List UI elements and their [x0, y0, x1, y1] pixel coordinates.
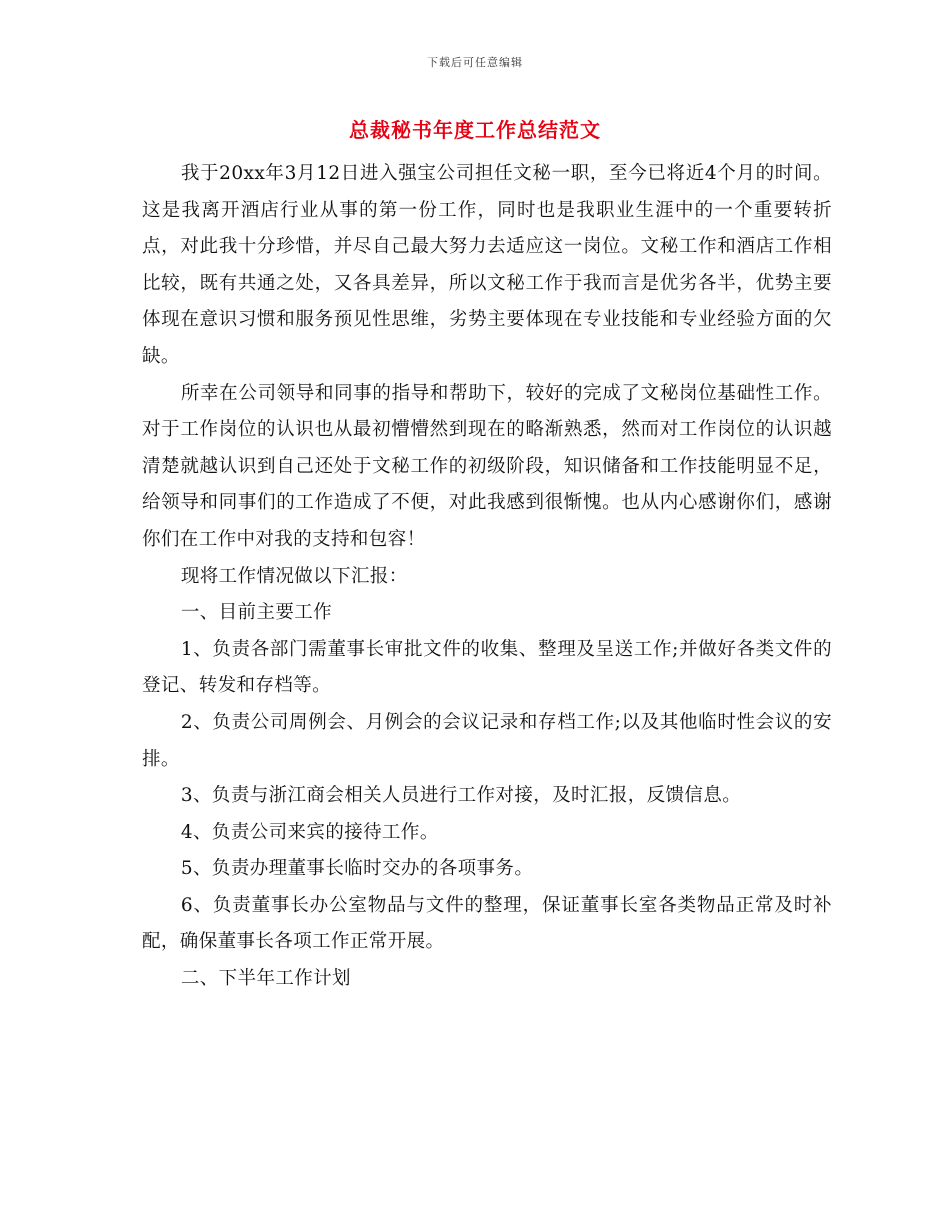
section-heading-next-plan: 二、下半年工作计划: [180, 968, 351, 990]
paragraph-intro: 我于20xx年3月12日进入强宝公司担任文秘一职，至今已将近4个月的时间。这是我离开酒店行业从事的第一份工作，同时也是我职业生涯中的一个重要转折点，对此我十分珍惜，并尽自己最大努力去适应这一岗位。文秘工作和酒店工作相比较，既有共通之处，又各具差异，所以文秘工作于我而言是优劣各半，优势主要体现在意识习惯和服务预见性思维，劣势主要体现在专业技能和专业经验方面的欠缺。: [142, 163, 832, 367]
list-item: 3、负责与浙江商会相关人员进行工作对接，及时汇报，反馈信息。: [180, 785, 742, 807]
list-item: 2、负责公司周例会、月例会的会议记录和存档工作;以及其他临时性会议的安排。: [142, 711, 832, 770]
header-note: 下载后可任意编辑: [427, 56, 523, 69]
list-item: 6、负责董事长办公室物品与文件的整理，保证董事长室各类物品正常及时补配，确保董事长各项工作正常开展。: [142, 894, 832, 953]
paragraph-report-intro: 现将工作情况做以下汇报：: [180, 565, 408, 587]
document-title: 总裁秘书年度工作总结范文: [349, 118, 601, 142]
paragraph-gratitude: 所幸在公司领导和同事的指导和帮助下，较好的完成了文秘岗位基础性工作。对于工作岗位的认识也从最初懵懵然到现在的略渐熟悉，然而对工作岗位的认识越清楚就越认识到自己还处于文秘工作的初级阶段，知识储备和工作技能明显不足，给领导和同事们的工作造成了不便，对此我感到很惭愧。也从内心感谢你们，感谢你们在工作中对我的支持和包容！: [142, 382, 832, 550]
document-body: [142, 156, 832, 998]
section-heading-current-work: 一、目前主要工作: [180, 602, 333, 624]
list-item: 5、负责办理董事长临时交办的各项事务。: [180, 858, 534, 880]
list-item: 4、负责公司来宾的接待工作。: [180, 821, 439, 843]
list-item: 1、负责各部门需董事长审批文件的收集、整理及呈送工作;并做好各类文件的登记、转发和存档等。: [142, 638, 832, 697]
